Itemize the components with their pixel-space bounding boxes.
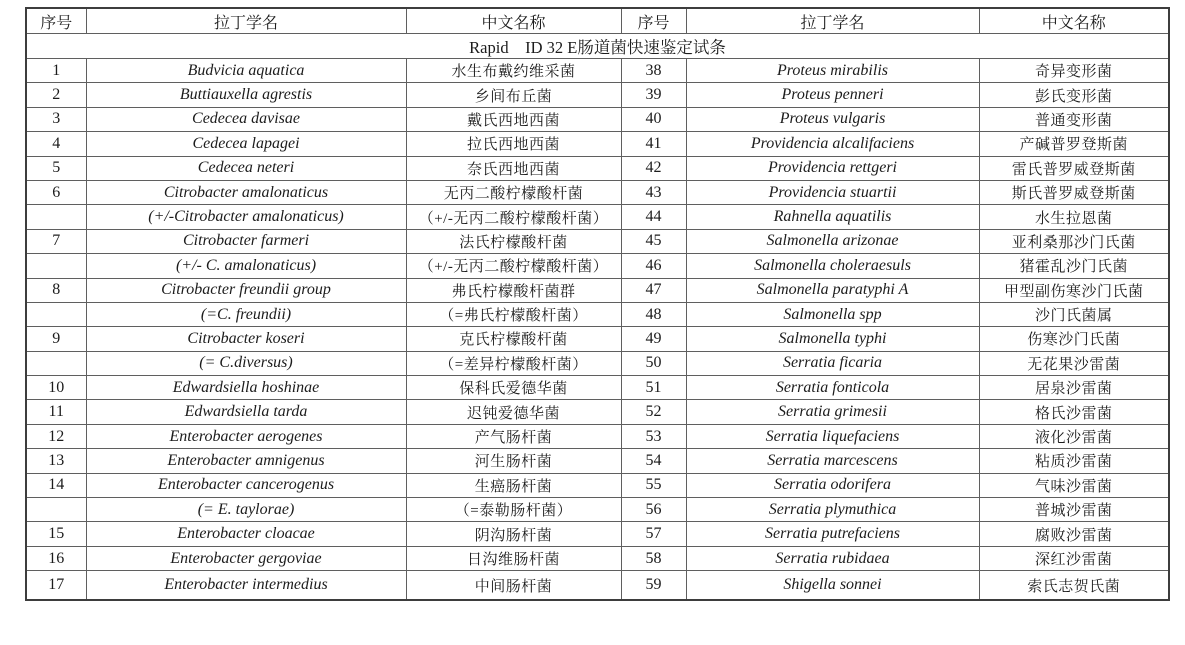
row-number-cell-right: 46 — [621, 254, 686, 278]
column-header-cn-right: 中文名称 — [979, 8, 1169, 34]
row-number-cell-left: 7 — [26, 229, 86, 253]
row-number-cell-left: 11 — [26, 400, 86, 424]
latin-name-cell-right: Salmonella choleraesuls — [686, 254, 979, 278]
table-row — [26, 351, 1169, 375]
chinese-name-cell-right: 腐败沙雷菌 — [979, 522, 1169, 546]
chinese-name-cell-right: 猪霍乱沙门氏菌 — [979, 254, 1169, 278]
latin-name-cell-left: Buttiauxella agrestis — [86, 83, 406, 107]
table-row — [26, 424, 1169, 448]
chinese-name-cell-left: 克氏柠檬酸杆菌 — [406, 327, 621, 351]
latin-name-cell-right: Serratia grimesii — [686, 400, 979, 424]
latin-name-cell-right: Serratia putrefaciens — [686, 522, 979, 546]
latin-name-cell-left: (= C.diversus) — [86, 351, 406, 375]
row-number-cell-left: 16 — [26, 546, 86, 570]
row-number-cell-left: 15 — [26, 522, 86, 546]
row-number-cell-right: 45 — [621, 229, 686, 253]
chinese-name-cell-left: 弗氏柠檬酸杆菌群 — [406, 278, 621, 302]
table-row — [26, 546, 1169, 570]
row-number-cell-right: 49 — [621, 327, 686, 351]
row-number-cell-left: 3 — [26, 107, 86, 131]
latin-name-cell-right: Proteus vulgaris — [686, 107, 979, 131]
table-row — [26, 473, 1169, 497]
chinese-name-cell-right: 伤寒沙门氏菌 — [979, 327, 1169, 351]
latin-name-cell-left: Citrobacter freundii group — [86, 278, 406, 302]
latin-name-cell-left: Enterobacter intermedius — [86, 571, 406, 601]
latin-name-cell-right: Providencia stuartii — [686, 180, 979, 204]
row-number-cell-right: 44 — [621, 205, 686, 229]
chinese-name-cell-left: 法氏柠檬酸杆菌 — [406, 229, 621, 253]
latin-name-cell-right: Serratia marcescens — [686, 449, 979, 473]
chinese-name-cell-right: 产碱普罗登斯菌 — [979, 132, 1169, 156]
table-body — [26, 59, 1169, 601]
row-number-cell-right: 55 — [621, 473, 686, 497]
latin-name-cell-left: Enterobacter aerogenes — [86, 424, 406, 448]
latin-name-cell-right: Serratia rubidaea — [686, 546, 979, 570]
row-number-cell-left: 1 — [26, 59, 86, 83]
row-number-cell-right: 48 — [621, 302, 686, 326]
table-row — [26, 229, 1169, 253]
table-header-row — [26, 8, 1169, 34]
chinese-name-cell-left: 日沟维肠杆菌 — [406, 546, 621, 570]
chinese-name-cell-left: 乡间布丘菌 — [406, 83, 621, 107]
table-row — [26, 107, 1169, 131]
chinese-name-cell-right: 格氏沙雷菌 — [979, 400, 1169, 424]
latin-name-cell-left: (+/- C. amalonaticus) — [86, 254, 406, 278]
latin-name-cell-right: Serratia odorifera — [686, 473, 979, 497]
table-row — [26, 376, 1169, 400]
chinese-name-cell-left: 保科氏爱德华菌 — [406, 376, 621, 400]
table-row — [26, 400, 1169, 424]
latin-name-cell-left: Enterobacter cancerogenus — [86, 473, 406, 497]
chinese-name-cell-left: （=泰勒肠杆菌） — [406, 498, 621, 522]
latin-name-cell-right: Rahnella aquatilis — [686, 205, 979, 229]
latin-name-cell-right: Providencia alcalifaciens — [686, 132, 979, 156]
latin-name-cell-left: Enterobacter cloacae — [86, 522, 406, 546]
column-header-latin-left: 拉丁学名 — [86, 8, 406, 34]
row-number-cell-right: 39 — [621, 83, 686, 107]
table-row — [26, 571, 1169, 601]
chinese-name-cell-right: 居泉沙雷菌 — [979, 376, 1169, 400]
table-row — [26, 302, 1169, 326]
chinese-name-cell-right: 无花果沙雷菌 — [979, 351, 1169, 375]
table-row — [26, 59, 1169, 83]
row-number-cell-right: 54 — [621, 449, 686, 473]
section-title: Rapid ID 32 E肠道菌快速鉴定试条 — [26, 34, 1169, 59]
chinese-name-cell-left: 奈氏西地西菌 — [406, 156, 621, 180]
table-row — [26, 254, 1169, 278]
row-number-cell-left: 4 — [26, 132, 86, 156]
chinese-name-cell-right: 奇异变形菌 — [979, 59, 1169, 83]
latin-name-cell-right: Salmonella typhi — [686, 327, 979, 351]
column-header-no-left: 序号 — [26, 8, 86, 34]
table-row — [26, 180, 1169, 204]
section-title-row — [26, 34, 1169, 59]
latin-name-cell-left: (=C. freundii) — [86, 302, 406, 326]
row-number-cell-left: 2 — [26, 83, 86, 107]
latin-name-cell-left: Cedecea lapagei — [86, 132, 406, 156]
column-header-no-right: 序号 — [621, 8, 686, 34]
chinese-name-cell-right: 亚利桑那沙门氏菌 — [979, 229, 1169, 253]
row-number-cell-left: 14 — [26, 473, 86, 497]
row-number-cell-right: 51 — [621, 376, 686, 400]
latin-name-cell-left: Cedecea davisae — [86, 107, 406, 131]
latin-name-cell-right: Serratia liquefaciens — [686, 424, 979, 448]
chinese-name-cell-right: 普通变形菌 — [979, 107, 1169, 131]
chinese-name-cell-right: 雷氏普罗威登斯菌 — [979, 156, 1169, 180]
table-row — [26, 205, 1169, 229]
latin-name-cell-left: Budvicia aquatica — [86, 59, 406, 83]
row-number-cell-left — [26, 254, 86, 278]
chinese-name-cell-right: 水生拉恩菌 — [979, 205, 1169, 229]
latin-name-cell-right: Serratia fonticola — [686, 376, 979, 400]
row-number-cell-left: 6 — [26, 180, 86, 204]
row-number-cell-right: 42 — [621, 156, 686, 180]
column-header-latin-right: 拉丁学名 — [686, 8, 979, 34]
row-number-cell-left: 12 — [26, 424, 86, 448]
latin-name-cell-left: Citrobacter koseri — [86, 327, 406, 351]
row-number-cell-left: 10 — [26, 376, 86, 400]
latin-name-cell-right: Salmonella arizonae — [686, 229, 979, 253]
row-number-cell-left: 17 — [26, 571, 86, 601]
chinese-name-cell-right: 甲型副伤寒沙门氏菌 — [979, 278, 1169, 302]
chinese-name-cell-right: 深红沙雷菌 — [979, 546, 1169, 570]
chinese-name-cell-left: 迟钝爱德华菌 — [406, 400, 621, 424]
chinese-name-cell-left: （+/-无丙二酸柠檬酸杆菌） — [406, 205, 621, 229]
latin-name-cell-left: Enterobacter amnigenus — [86, 449, 406, 473]
row-number-cell-left: 5 — [26, 156, 86, 180]
chinese-name-cell-left: （=弗氏柠檬酸杆菌） — [406, 302, 621, 326]
row-number-cell-right: 38 — [621, 59, 686, 83]
row-number-cell-right: 40 — [621, 107, 686, 131]
row-number-cell-left: 8 — [26, 278, 86, 302]
chinese-name-cell-left: 戴氏西地西菌 — [406, 107, 621, 131]
table-row — [26, 449, 1169, 473]
chinese-name-cell-right: 粘质沙雷菌 — [979, 449, 1169, 473]
table-row — [26, 327, 1169, 351]
latin-name-cell-right: Shigella sonnei — [686, 571, 979, 601]
latin-name-cell-right: Serratia ficaria — [686, 351, 979, 375]
chinese-name-cell-right: 沙门氏菌属 — [979, 302, 1169, 326]
column-header-cn-left: 中文名称 — [406, 8, 621, 34]
row-number-cell-right: 50 — [621, 351, 686, 375]
chinese-name-cell-left: （+/-无丙二酸柠檬酸杆菌） — [406, 254, 621, 278]
table-row — [26, 522, 1169, 546]
bacteria-identification-table — [25, 7, 1170, 601]
row-number-cell-left — [26, 351, 86, 375]
chinese-name-cell-right: 气味沙雷菌 — [979, 473, 1169, 497]
chinese-name-cell-right: 彭氏变形菌 — [979, 83, 1169, 107]
row-number-cell-left — [26, 302, 86, 326]
table-row — [26, 498, 1169, 522]
chinese-name-cell-left: 水生布戴约维采菌 — [406, 59, 621, 83]
row-number-cell-left — [26, 498, 86, 522]
latin-name-cell-left: (= E. taylorae) — [86, 498, 406, 522]
latin-name-cell-right: Salmonella spp — [686, 302, 979, 326]
latin-name-cell-right: Proteus penneri — [686, 83, 979, 107]
latin-name-cell-left: (+/-Citrobacter amalonaticus) — [86, 205, 406, 229]
row-number-cell-right: 57 — [621, 522, 686, 546]
latin-name-cell-right: Providencia rettgeri — [686, 156, 979, 180]
latin-name-cell-left: Edwardsiella hoshinae — [86, 376, 406, 400]
row-number-cell-right: 56 — [621, 498, 686, 522]
chinese-name-cell-left: 产气肠杆菌 — [406, 424, 621, 448]
table-row — [26, 278, 1169, 302]
chinese-name-cell-left: 拉氏西地西菌 — [406, 132, 621, 156]
chinese-name-cell-left: 河生肠杆菌 — [406, 449, 621, 473]
latin-name-cell-left: Enterobacter gergoviae — [86, 546, 406, 570]
row-number-cell-right: 58 — [621, 546, 686, 570]
row-number-cell-right: 43 — [621, 180, 686, 204]
chinese-name-cell-left: 阴沟肠杆菌 — [406, 522, 621, 546]
chinese-name-cell-right: 液化沙雷菌 — [979, 424, 1169, 448]
table-row — [26, 83, 1169, 107]
latin-name-cell-left: Citrobacter amalonaticus — [86, 180, 406, 204]
row-number-cell-left: 9 — [26, 327, 86, 351]
row-number-cell-left — [26, 205, 86, 229]
latin-name-cell-right: Salmonella paratyphi A — [686, 278, 979, 302]
latin-name-cell-left: Cedecea neteri — [86, 156, 406, 180]
latin-name-cell-left: Edwardsiella tarda — [86, 400, 406, 424]
row-number-cell-right: 47 — [621, 278, 686, 302]
latin-name-cell-left: Citrobacter farmeri — [86, 229, 406, 253]
chinese-name-cell-left: （=差异柠檬酸杆菌） — [406, 351, 621, 375]
chinese-name-cell-right: 索氏志贺氏菌 — [979, 571, 1169, 601]
chinese-name-cell-left: 中间肠杆菌 — [406, 571, 621, 601]
row-number-cell-right: 41 — [621, 132, 686, 156]
chinese-name-cell-left: 无丙二酸柠檬酸杆菌 — [406, 180, 621, 204]
latin-name-cell-right: Proteus mirabilis — [686, 59, 979, 83]
latin-name-cell-right: Serratia plymuthica — [686, 498, 979, 522]
chinese-name-cell-right: 斯氏普罗威登斯菌 — [979, 180, 1169, 204]
row-number-cell-right: 59 — [621, 571, 686, 601]
chinese-name-cell-right: 普城沙雷菌 — [979, 498, 1169, 522]
table-row — [26, 132, 1169, 156]
row-number-cell-left: 13 — [26, 449, 86, 473]
chinese-name-cell-left: 生癌肠杆菌 — [406, 473, 621, 497]
table-row — [26, 156, 1169, 180]
row-number-cell-right: 52 — [621, 400, 686, 424]
row-number-cell-right: 53 — [621, 424, 686, 448]
